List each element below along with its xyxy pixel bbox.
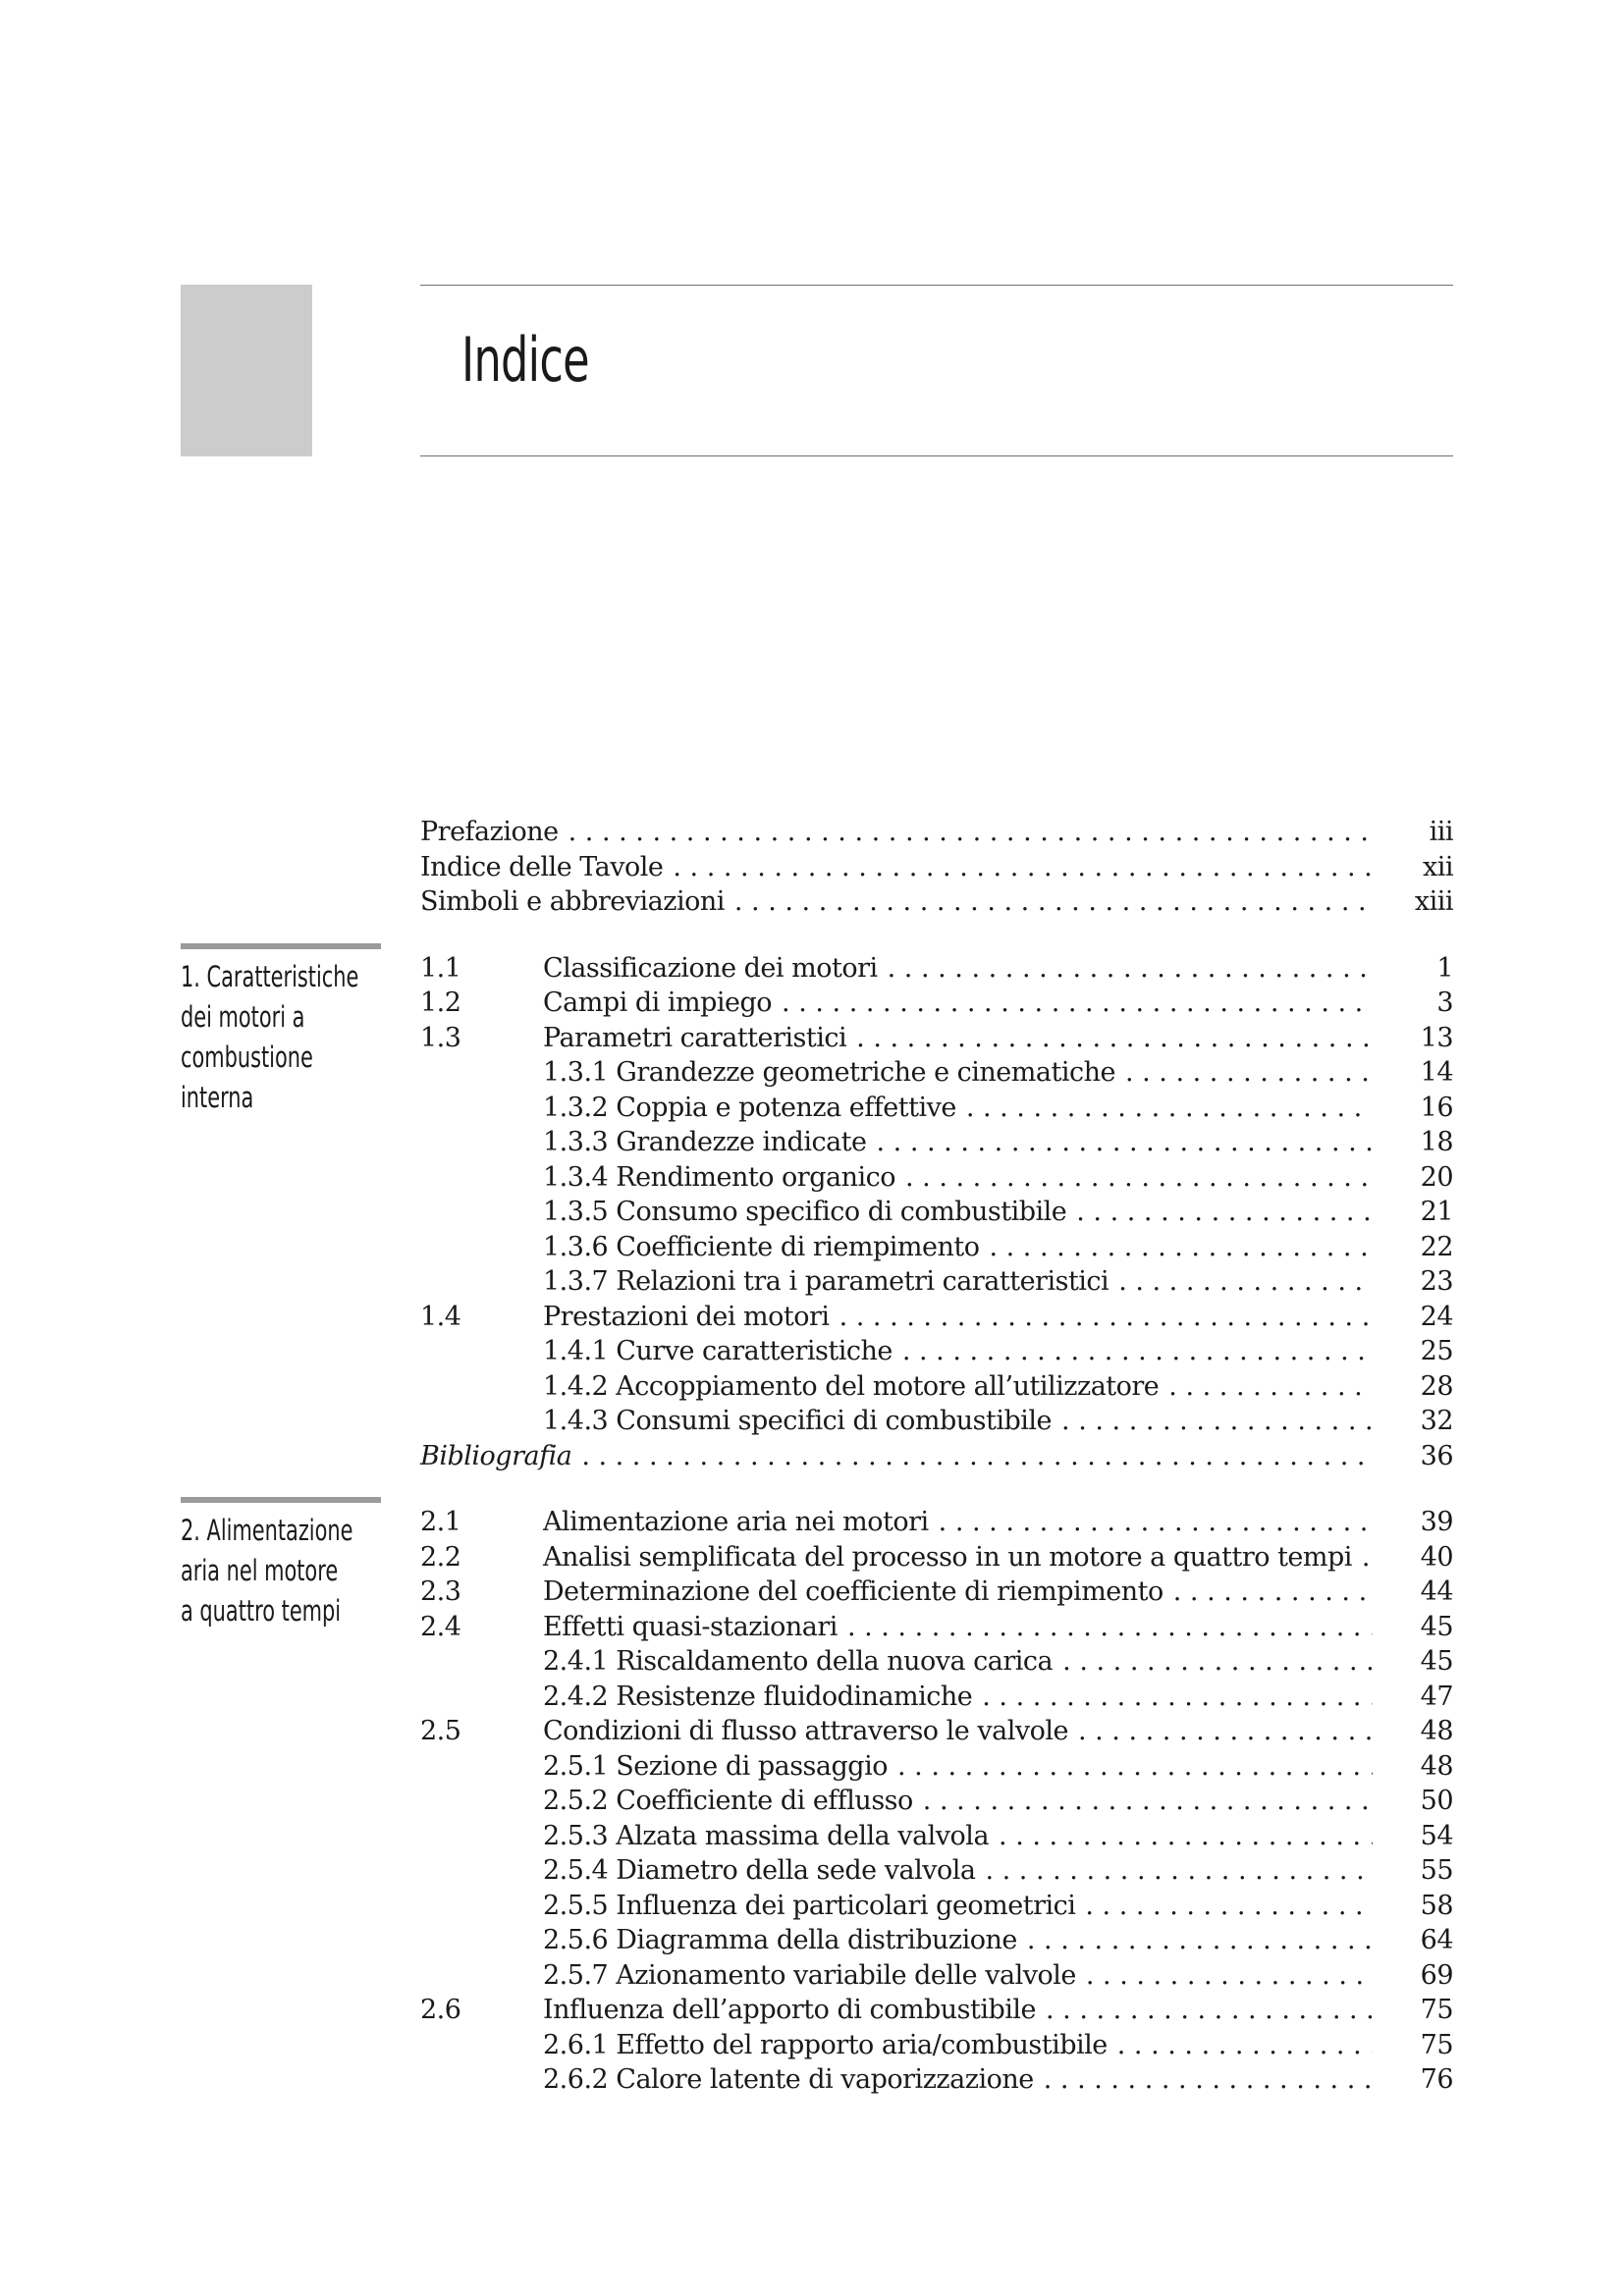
toc-entry	[420, 852, 1453, 887]
dot-leader	[1085, 1891, 1373, 1921]
chapter-label-text: 2. Alimentazione aria nel motore a quattro tempi	[181, 1514, 353, 1628]
section-title: 2.5.7 Azionamento variabile delle valvole	[543, 1959, 1076, 1991]
section-title: 1.3.3 Grandezze indicate	[543, 1127, 867, 1157]
dot-leader	[568, 817, 1373, 847]
section-number: 2.6	[420, 1995, 461, 2025]
section-title: Analisi semplificata del processo in un motore a quattro tempi	[543, 1541, 1352, 1573]
page-number: xii	[1423, 851, 1453, 882]
chapter-group	[181, 1507, 1453, 2100]
page-number: 45	[1420, 1646, 1453, 1677]
page-number: 45	[1420, 1611, 1453, 1642]
page-number: 18	[1420, 1127, 1453, 1157]
dot-leader	[1168, 1371, 1373, 1402]
toc-entry	[420, 1302, 1453, 1337]
dot-leader	[1046, 1995, 1373, 2025]
dot-leader	[989, 1232, 1373, 1262]
section-number: 1.4	[420, 1301, 461, 1332]
section-title: Influenza dell’apporto di combustibile	[543, 1995, 1037, 2025]
dot-leader	[902, 1336, 1373, 1366]
dot-leader	[1118, 1266, 1373, 1297]
section-title: 2.5.5 Influenza dei particolari geometrici	[543, 1890, 1076, 1921]
dot-leader	[1362, 1542, 1373, 1573]
section-title: Prestazioni dei motori	[543, 1301, 830, 1332]
toc-entry	[420, 1023, 1453, 1058]
toc-entry	[420, 817, 1453, 852]
page-number: 75	[1420, 1995, 1453, 2025]
toc-entry	[420, 1646, 1453, 1682]
chapter-label	[181, 1497, 381, 1631]
section-number: 1.3	[420, 1022, 461, 1053]
page-number: iii	[1429, 817, 1453, 847]
page-number: 50	[1420, 1786, 1453, 1816]
dot-leader	[939, 1507, 1373, 1537]
page-number: xiii	[1414, 886, 1453, 917]
section-title: Parametri caratteristici	[543, 1022, 847, 1053]
section-title: 1.3.5 Consumo specifico di combustibile	[543, 1197, 1067, 1227]
toc-entry	[420, 1716, 1453, 1751]
toc-entry	[420, 2064, 1453, 2100]
section-title: 1.3.6 Coefficiente di riempimento	[543, 1231, 980, 1262]
dot-leader	[581, 1441, 1373, 1471]
toc-entry	[420, 1093, 1453, 1128]
page-number: 75	[1420, 2029, 1453, 2060]
page-number: 3	[1436, 988, 1453, 1018]
toc-entry	[420, 953, 1453, 988]
page-number: 58	[1420, 1890, 1453, 1921]
page-number: 14	[1420, 1057, 1453, 1088]
bibliography-title: Bibliografia	[420, 1440, 572, 1471]
page-number: 24	[1420, 1301, 1453, 1332]
page-number: 40	[1420, 1541, 1453, 1573]
section-number: 2.3	[420, 1576, 461, 1607]
page-number: 36	[1420, 1440, 1453, 1471]
section-title: 1.4.3 Consumi specifici di combustibile	[543, 1406, 1053, 1436]
section-number: 1.2	[420, 988, 461, 1018]
section-title: Determinazione del coefficiente di riempimento	[543, 1576, 1163, 1607]
section-number: 1.1	[420, 952, 461, 984]
dot-leader	[734, 886, 1373, 917]
section-title: 1.3.1 Grandezze geometriche e cinematiche	[543, 1057, 1115, 1088]
dot-leader	[839, 1302, 1373, 1332]
title-bottom-rule	[420, 455, 1453, 456]
toc-entry	[420, 1995, 1453, 2030]
dot-leader	[905, 1162, 1373, 1193]
toc-entry	[420, 1406, 1453, 1441]
dot-leader	[1044, 2064, 1373, 2095]
toc-entry	[420, 1266, 1453, 1302]
toc-entry	[420, 1891, 1453, 1926]
dot-leader	[1086, 1960, 1373, 1991]
toc-entry	[420, 1925, 1453, 1960]
toc-entry	[420, 1371, 1453, 1407]
toc-entry	[420, 1197, 1453, 1232]
section-title: 1.4.1 Curve caratteristiche	[543, 1336, 893, 1366]
page-title: Indice	[461, 324, 589, 396]
page-number: 54	[1420, 1820, 1453, 1851]
section-title: Campi di impiego	[543, 988, 773, 1018]
dot-leader	[877, 1127, 1373, 1157]
page-number: 20	[1420, 1161, 1453, 1193]
page-number: 55	[1420, 1855, 1453, 1886]
dot-leader	[923, 1786, 1373, 1816]
dot-leader	[1125, 1057, 1373, 1088]
front-matter-group	[420, 817, 1453, 922]
toc-entry	[420, 2030, 1453, 2065]
section-title: Prefazione	[420, 817, 559, 847]
toc-entry	[420, 1751, 1453, 1787]
page-number: 1	[1436, 952, 1453, 984]
toc-entry	[420, 886, 1453, 922]
section-title: Alimentazione aria nei motori	[543, 1507, 929, 1537]
toc-entry	[420, 1855, 1453, 1891]
section-title: 2.5.3 Alzata massima della valvola	[543, 1820, 990, 1851]
chapter-marker-block	[181, 285, 312, 456]
dot-leader	[966, 1093, 1373, 1123]
section-title: 1.4.2 Accoppiamento del motore all’utilizzatore	[543, 1370, 1160, 1402]
dot-leader	[897, 1751, 1373, 1782]
section-number: 2.1	[420, 1507, 461, 1537]
dot-leader	[1062, 1646, 1373, 1677]
bibliography-entry	[420, 1441, 1453, 1476]
page-number: 25	[1420, 1336, 1453, 1366]
section-title: Effetti quasi-stazionari	[543, 1611, 838, 1642]
section-title: Indice delle Tavole	[420, 851, 664, 882]
section-title: 2.4.2 Resistenze fluidodinamiche	[543, 1681, 973, 1712]
section-number: 2.4	[420, 1611, 461, 1642]
title-top-rule	[420, 285, 1453, 286]
dot-leader	[856, 1023, 1373, 1053]
toc-entry	[420, 1057, 1453, 1093]
chapter-group	[181, 952, 1453, 1476]
page-number: 48	[1420, 1750, 1453, 1782]
section-title: 2.5.6 Diagramma della distribuzione	[543, 1925, 1017, 1955]
section-title: Condizioni di flusso attraverso le valvole	[543, 1716, 1068, 1746]
chapter-label	[181, 943, 381, 1118]
toc-entry	[420, 1127, 1453, 1162]
page-number: 23	[1420, 1266, 1453, 1297]
toc-entry	[420, 1786, 1453, 1821]
section-number: 2.2	[420, 1541, 461, 1573]
section-title: Classificazione dei motori	[543, 952, 878, 984]
page-number: 47	[1420, 1681, 1453, 1712]
toc-entry	[420, 1507, 1453, 1542]
dot-leader	[1078, 1716, 1373, 1746]
section-number: 2.5	[420, 1716, 461, 1746]
section-title: Simboli e abbreviazioni	[420, 886, 725, 917]
page-number: 64	[1420, 1925, 1453, 1955]
dot-leader	[1061, 1406, 1373, 1436]
section-title: 2.4.1 Riscaldamento della nuova carica	[543, 1646, 1054, 1677]
page-number: 69	[1420, 1959, 1453, 1991]
toc-entry	[420, 1960, 1453, 1996]
page-number: 28	[1420, 1370, 1453, 1402]
section-title: 2.5.2 Coefficiente di efflusso	[543, 1786, 913, 1816]
page-number: 13	[1420, 1022, 1453, 1053]
toc-entry	[420, 1821, 1453, 1856]
dot-leader	[1173, 1576, 1373, 1607]
toc-entry	[420, 1612, 1453, 1647]
chapter-label-text: 1. Caratteristiche dei motori a combustione interna	[181, 959, 359, 1114]
toc-entry	[420, 988, 1453, 1023]
dot-leader	[999, 1821, 1373, 1851]
page-number: 44	[1420, 1576, 1453, 1607]
dot-leader	[888, 953, 1373, 984]
dot-leader	[673, 852, 1373, 882]
section-title: 1.3.4 Rendimento organico	[543, 1161, 896, 1193]
section-title: 2.6.1 Effetto del rapporto aria/combustibile	[543, 2029, 1108, 2060]
toc-entry	[420, 1576, 1453, 1612]
page-number: 76	[1420, 2064, 1453, 2095]
section-title: 2.5.1 Sezione di passaggio	[543, 1750, 888, 1782]
toc-entry	[420, 1682, 1453, 1717]
dot-leader	[1117, 2030, 1373, 2060]
toc-entry	[420, 1162, 1453, 1198]
page-number: 39	[1420, 1507, 1453, 1537]
toc-entry	[420, 1232, 1453, 1267]
dot-leader	[985, 1855, 1373, 1886]
page-number: 21	[1420, 1197, 1453, 1227]
dot-leader	[1076, 1197, 1373, 1227]
page-number: 22	[1420, 1231, 1453, 1262]
dot-leader	[1027, 1925, 1373, 1955]
section-title: 1.3.2 Coppia e potenza effettive	[543, 1092, 956, 1123]
section-title: 1.3.7 Relazioni tra i parametri caratteristici	[543, 1266, 1109, 1297]
dot-leader	[847, 1612, 1373, 1642]
section-title: 2.6.2 Calore latente di vaporizzazione	[543, 2064, 1034, 2095]
dot-leader	[982, 1682, 1373, 1712]
dot-leader	[782, 988, 1373, 1018]
page-number: 16	[1420, 1092, 1453, 1123]
toc-entry	[420, 1542, 1453, 1577]
page-number: 48	[1420, 1716, 1453, 1746]
section-title: 2.5.4 Diametro della sede valvola	[543, 1855, 976, 1886]
table-of-contents	[181, 817, 1453, 2100]
page-number: 32	[1420, 1406, 1453, 1436]
toc-entry	[420, 1336, 1453, 1371]
